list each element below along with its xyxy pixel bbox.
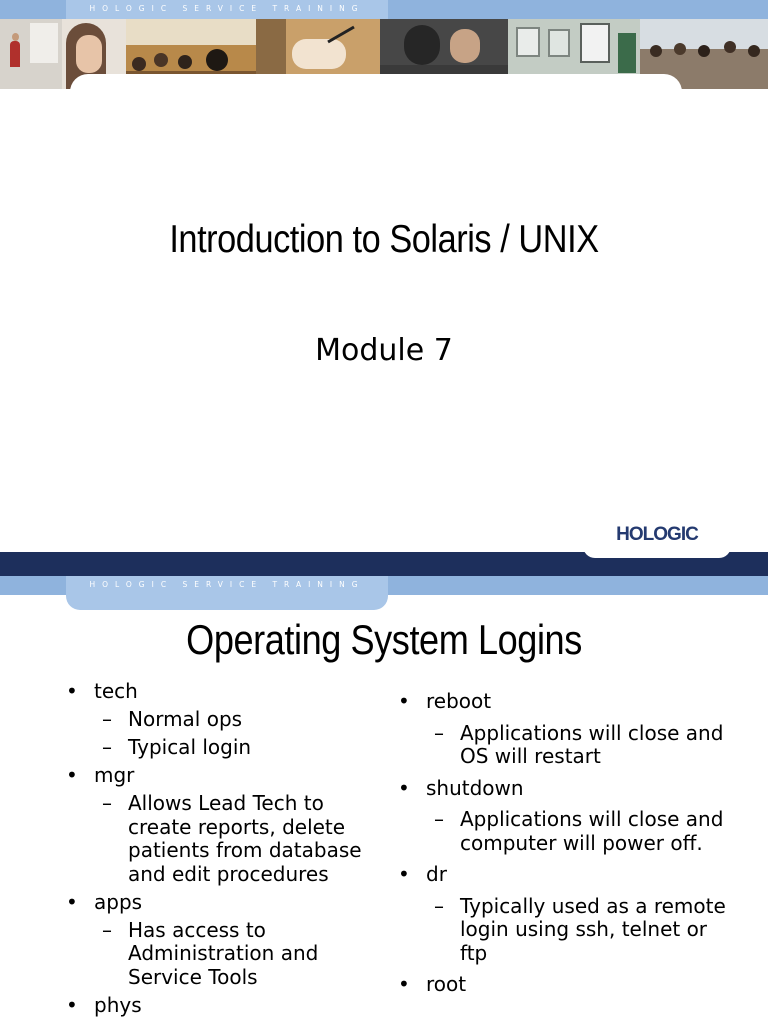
dash-icon: – bbox=[102, 791, 112, 815]
hologic-logo: HOLOGIC bbox=[616, 524, 698, 545]
list-item bbox=[66, 994, 384, 1018]
login-name: shutdown bbox=[426, 775, 524, 800]
bullet-icon: • bbox=[66, 763, 78, 787]
sub-item-text: Typical login bbox=[128, 735, 252, 759]
login-name: dr bbox=[426, 862, 447, 886]
slide-subtitle: Module 7 bbox=[315, 333, 453, 368]
sub-item-text: Normal ops bbox=[128, 707, 243, 731]
bullet-icon: • bbox=[398, 972, 410, 996]
dash-icon: – bbox=[102, 735, 112, 759]
sub-item-text: Allows Lead Tech to create reports, delete patients from database and edit procedures bbox=[128, 791, 362, 886]
dash-icon: – bbox=[434, 893, 444, 918]
sub-item bbox=[398, 808, 728, 855]
login-name: mgr bbox=[94, 763, 135, 787]
sub-item bbox=[398, 895, 728, 966]
dash-icon: – bbox=[434, 807, 444, 831]
dash-icon: – bbox=[102, 917, 112, 942]
sub-item-text: Typically used as a remote login using ssh, telnet or ftp bbox=[460, 893, 726, 965]
bullet-icon: • bbox=[66, 889, 78, 914]
bullet-icon: • bbox=[398, 862, 410, 886]
sub-item-text: Has access to Administration and Service Tools bbox=[128, 917, 319, 989]
login-name: phys bbox=[94, 992, 142, 1017]
sub-item bbox=[398, 722, 728, 769]
list-item bbox=[66, 764, 384, 788]
list-item bbox=[398, 973, 728, 997]
bullet-icon: • bbox=[398, 689, 410, 713]
bullet-icon: • bbox=[66, 679, 78, 703]
dash-icon: – bbox=[102, 707, 112, 731]
sub-item-text: Applications will close and computer will power off. bbox=[460, 807, 724, 855]
login-name: reboot bbox=[426, 689, 492, 713]
login-name: root bbox=[426, 972, 467, 996]
list-item bbox=[66, 891, 384, 915]
list-item bbox=[398, 690, 728, 714]
sub-item bbox=[66, 919, 384, 990]
header-tagline: HOLOGIC SERVICE TRAINING bbox=[89, 4, 365, 13]
left-bullet-list bbox=[66, 680, 384, 1017]
slide-title: Introduction to Solaris / UNIX bbox=[169, 218, 599, 261]
login-name: apps bbox=[94, 889, 143, 914]
header-tagline: HOLOGIC SERVICE TRAINING bbox=[89, 580, 365, 589]
list-item bbox=[66, 680, 384, 704]
slide-title: Operating System Logins bbox=[186, 616, 582, 663]
sub-item-text: Applications will close and OS will restart bbox=[460, 720, 724, 768]
list-item bbox=[398, 777, 728, 801]
login-name: tech bbox=[94, 679, 138, 703]
bullet-icon: • bbox=[66, 992, 78, 1017]
photo-presenter bbox=[0, 19, 62, 89]
content-slide bbox=[0, 576, 768, 1024]
sub-item bbox=[66, 792, 384, 886]
sub-item bbox=[66, 708, 384, 732]
dash-icon: – bbox=[434, 720, 444, 745]
sub-item bbox=[66, 736, 384, 760]
bullet-icon: • bbox=[398, 775, 410, 800]
list-item bbox=[398, 863, 728, 887]
right-bullet-list bbox=[398, 690, 728, 997]
photo-strip-mask bbox=[70, 74, 682, 114]
